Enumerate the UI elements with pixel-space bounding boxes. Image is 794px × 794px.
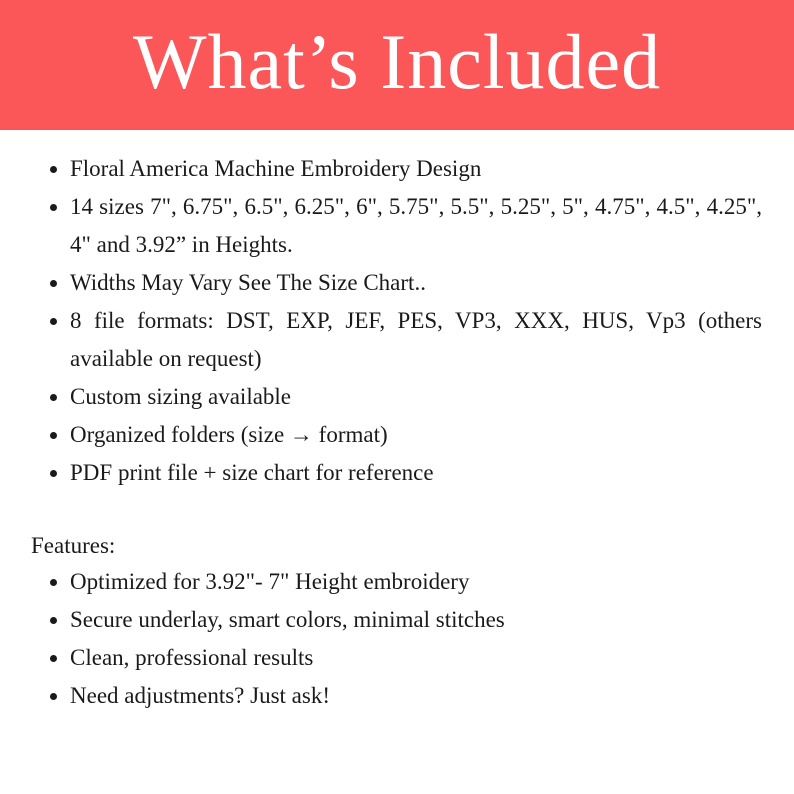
bullet-icon [50,166,57,173]
list-item [70,188,762,264]
bullet-icon [50,617,57,624]
bullet-icon [50,432,57,439]
list-item-text: Clean, professional results [70,645,314,670]
list-item [70,150,762,188]
bullet-icon [50,394,57,401]
list-item-text: Organized folders (size → format) [70,422,388,447]
bullet-icon [50,318,57,325]
included-list [70,150,762,492]
list-item-text: Secure underlay, smart colors, minimal stitches [70,607,505,632]
bullet-icon [50,693,57,700]
bullet-icon [50,579,57,586]
list-item-text: 8 file formats: DST, EXP, JEF, PES, VP3, XXX, HUS, Vp3 (others available on request) [70,308,762,371]
list-item [70,416,762,454]
list-item-text: 14 sizes 7", 6.75", 6.5", 6.25", 6", 5.75", 5.5", 5.25", 5", 4.75", 4.5", 4.25", 4" and 3.92” in Heights. [70,194,762,257]
bullet-icon [50,470,57,477]
list-item-text: PDF print file + size chart for reference [70,460,434,485]
page-title: What’s Included [132,18,662,105]
features-list [70,563,762,715]
list-item [70,378,762,416]
bullet-icon [50,655,57,662]
list-item-text: Optimized for 3.92"- 7" Height embroidery [70,569,470,594]
features-heading: Features: [31,533,116,558]
list-item [70,677,762,715]
list-item-text: Need adjustments? Just ask! [70,683,330,708]
bullet-icon [50,280,57,287]
list-item-text: Widths May Vary See The Size Chart.. [70,270,426,295]
bullet-icon [50,204,57,211]
list-item [70,302,762,378]
list-item [70,601,762,639]
list-item [70,454,762,492]
list-item-text: Custom sizing available [70,384,292,409]
list-item [70,639,762,677]
list-item [70,563,762,601]
list-item [70,264,762,302]
list-item-text: Floral America Machine Embroidery Design [70,156,482,181]
